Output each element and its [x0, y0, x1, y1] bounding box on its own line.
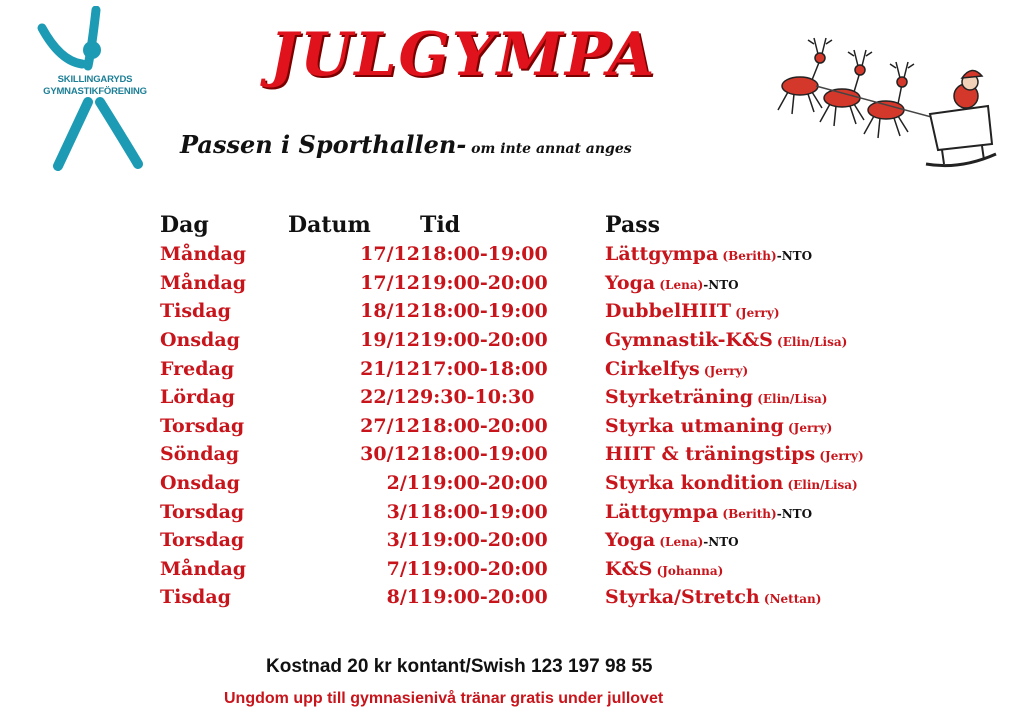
cell-day: Lördag	[160, 386, 235, 409]
subtitle-main: Passen i Sporthallen-	[180, 130, 467, 159]
cell-pass	[605, 269, 864, 298]
cell-date: 7/1	[386, 557, 420, 580]
cell-pass	[605, 555, 864, 584]
cell-date: 22/12	[360, 386, 420, 409]
cell-pass	[605, 383, 864, 412]
table-row	[160, 583, 864, 612]
pass-name: HIIT & träningstips	[605, 443, 816, 466]
pass-name: Styrketräning	[605, 386, 754, 409]
cell-pass	[605, 440, 864, 469]
table-row	[160, 412, 864, 441]
cell-date: 17/12	[360, 243, 420, 266]
cell-day: Tisdag	[160, 586, 231, 609]
cell-time: 18:00-20:00	[420, 414, 548, 437]
pass-extra: -NTO	[703, 277, 739, 292]
cell-time: 19:00-20:00	[420, 472, 548, 495]
subtitle-small: om inte annat anges	[466, 141, 632, 157]
pass-name: DubbelHIIT	[605, 300, 732, 323]
cell-day: Måndag	[160, 557, 247, 580]
youth-note: Ungdom upp till gymnasienivå tränar gratis under jullovet	[224, 690, 664, 707]
cell-day: Söndag	[160, 443, 240, 466]
cell-time: 19:00-20:00	[420, 271, 548, 294]
cell-day: Torsdag	[160, 414, 245, 437]
subtitle	[180, 130, 632, 159]
cell-pass	[605, 240, 864, 269]
header-day: Dag	[160, 212, 209, 238]
pass-name: Lättgympa	[605, 243, 719, 266]
pass-instructor: (Lena)	[655, 277, 704, 292]
pass-name: Styrka/Stretch	[605, 586, 760, 609]
pass-instructor: (Jerry)	[815, 449, 864, 464]
cell-pass	[605, 583, 864, 612]
cell-date: 3/1	[386, 500, 420, 523]
pass-instructor: (Jerry)	[699, 363, 749, 378]
pass-instructor: (Berith)	[718, 249, 777, 264]
cost-text: Kostnad 20 kr kontant/Swish 123 197 98 55	[266, 656, 653, 677]
logo-line-1: SKILLINGARYDS	[57, 74, 133, 85]
cell-date: 2/1	[386, 472, 420, 495]
schedule-table	[160, 210, 864, 612]
table-row	[160, 297, 864, 326]
cell-date: 27/12	[360, 414, 420, 437]
cell-date: 18/12	[360, 300, 420, 323]
header-time: Tid	[420, 212, 461, 238]
cell-pass	[605, 354, 864, 383]
cell-pass	[605, 526, 864, 555]
cell-time: 18:00-19:00	[420, 443, 548, 466]
table-row	[160, 440, 864, 469]
cell-pass	[605, 412, 864, 441]
cell-day: Torsdag	[160, 500, 245, 523]
cell-day: Tisdag	[160, 300, 231, 323]
pass-instructor: (Jerry)	[783, 420, 833, 435]
table-row	[160, 497, 864, 526]
pass-instructor: (Elin/Lisa)	[783, 478, 858, 493]
table-row	[160, 354, 864, 383]
cell-date: 21/12	[360, 357, 420, 380]
pass-instructor: (Elin/Lisa)	[753, 392, 828, 407]
pass-name: Yoga	[605, 271, 656, 294]
cell-day: Måndag	[160, 271, 247, 294]
pass-name: Styrka utmaning	[605, 414, 784, 437]
pass-extra: -NTO	[776, 249, 813, 264]
pass-name: K&S	[605, 557, 653, 580]
cell-time: 19:00-20:00	[420, 586, 548, 609]
table-row	[160, 526, 864, 555]
pass-name: Styrka kondition	[605, 472, 784, 495]
cell-time: 17:00-18:00	[420, 357, 548, 380]
santa-sleigh-reindeer-icon	[760, 14, 1000, 184]
pass-name: Lättgympa	[605, 500, 719, 523]
cell-day: Torsdag	[160, 529, 245, 552]
cell-pass	[605, 297, 864, 326]
cell-date: 30/12	[360, 443, 420, 466]
table-header-row	[160, 210, 864, 240]
header-pass: Pass	[605, 212, 660, 238]
cell-time: 18:00-19:00	[420, 243, 548, 266]
cell-pass	[605, 497, 864, 526]
cell-pass	[605, 469, 864, 498]
pass-name: Yoga	[605, 529, 656, 552]
table-row	[160, 326, 864, 355]
logo-line-2: GYMNASTIKFÖRENING	[43, 86, 147, 97]
header-date: Datum	[288, 212, 371, 238]
pass-instructor: (Jerry)	[731, 306, 780, 321]
page-title: JULGYMPA	[269, 20, 657, 90]
pass-instructor: (Johanna)	[652, 563, 724, 578]
club-logo	[30, 6, 160, 171]
cell-day: Onsdag	[160, 472, 240, 495]
cell-pass	[605, 326, 864, 355]
cell-day: Onsdag	[160, 329, 240, 352]
cell-date: 19/12	[360, 329, 420, 352]
cell-time: 18:00-19:00	[420, 500, 548, 523]
cell-date: 17/12	[360, 271, 420, 294]
pass-name: Cirkelfys	[605, 357, 700, 380]
table-row	[160, 555, 864, 584]
cell-day: Måndag	[160, 243, 247, 266]
pass-instructor: (Elin/Lisa)	[772, 335, 848, 350]
cell-time: 18:00-19:00	[420, 300, 548, 323]
table-row	[160, 269, 864, 298]
pass-name: Gymnastik-K&S	[605, 329, 773, 352]
cell-time: 19:00-20:00	[420, 329, 548, 352]
pass-instructor: (Nettan)	[759, 592, 822, 607]
cell-time: 19:00-20:00	[420, 529, 548, 552]
cell-date: 3/1	[386, 529, 420, 552]
pass-extra: -NTO	[703, 535, 739, 550]
cell-date: 8/1	[386, 586, 420, 609]
cell-time: 19:00-20:00	[420, 557, 548, 580]
table-row	[160, 383, 864, 412]
table-row	[160, 469, 864, 498]
table-row	[160, 240, 864, 269]
pass-instructor: (Berith)	[718, 506, 777, 521]
pass-extra: -NTO	[776, 506, 813, 521]
cell-day: Fredag	[160, 357, 235, 380]
pass-instructor: (Lena)	[655, 535, 704, 550]
cell-time: 9:30-10:30	[420, 386, 535, 409]
